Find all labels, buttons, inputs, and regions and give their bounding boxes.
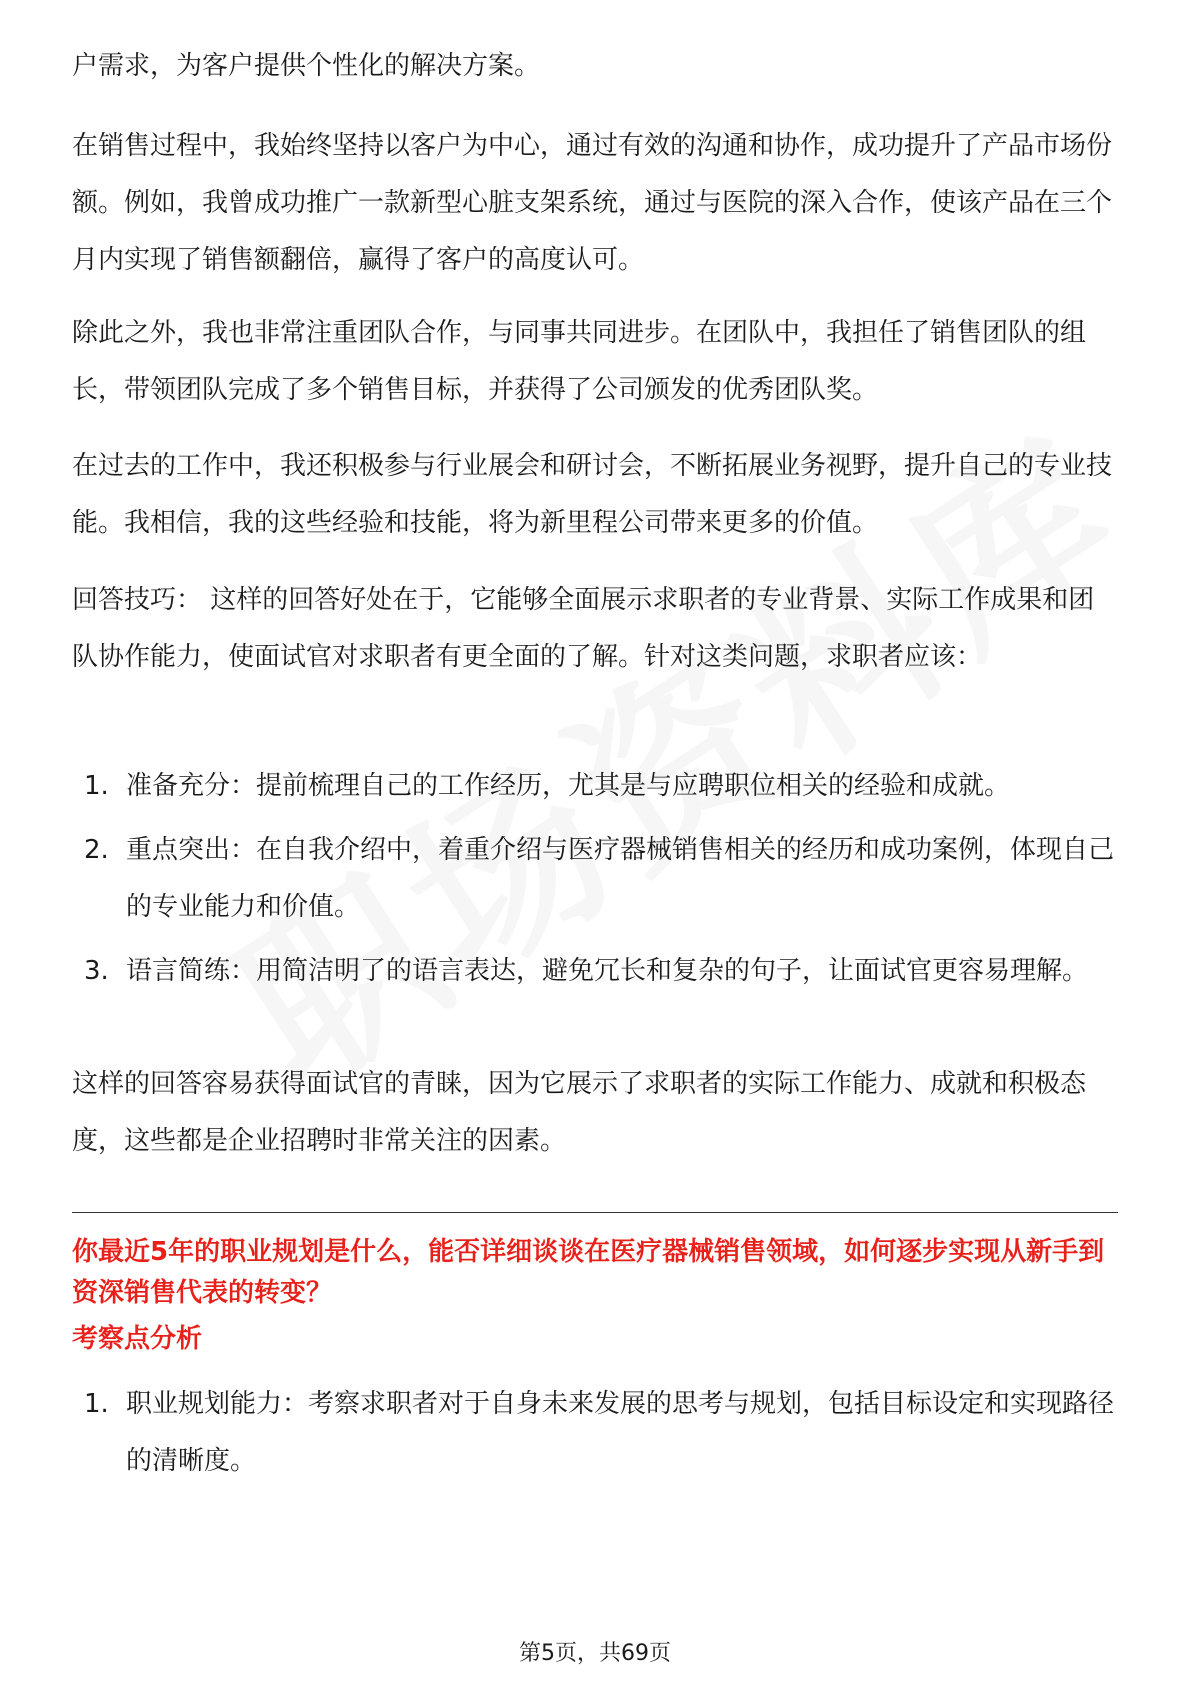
section-divider [72,1212,1118,1213]
list-text: 语言简练：用简洁明了的语言表达，避免冗长和复杂的句子，让面试官更容易理解。 [126,956,1089,986]
paragraph-2: 在销售过程中，我始终坚持以客户为中心，通过有效的沟通和协作，成功提升了产品市场份额。例如，我曾成功推广一款新型心脏支架系统，通过与医院的深入合作，使该产品在三个月内实现了销售额翻倍，赢得了客户的高度认可。 [72,131,1113,275]
list-item [72,943,1118,1000]
analysis-heading: 考察点分析 [72,1324,203,1354]
analysis-list [72,1376,1118,1497]
tips-list [72,758,1118,1007]
list-number: 3. [84,956,109,986]
list-item [72,822,1118,936]
list-number: 1. [84,1389,109,1419]
paragraph-5: 回答技巧： 这样的回答好处在于，它能够全面展示求职者的专业背景、实际工作成果和团队协作能力，使面试官对求职者有更全面的了解。针对这类问题，求职者应该： [72,585,1095,672]
list-item [72,1376,1118,1490]
list-number: 2. [84,835,109,865]
list-text: 职业规划能力：考察求职者对于自身未来发展的思考与规划，包括目标设定和实现路径的清晰度。 [126,1389,1115,1476]
paragraph-4: 在过去的工作中，我还积极参与行业展会和研讨会，不断拓展业务视野，提升自己的专业技能。我相信，我的这些经验和技能，将为新里程公司带来更多的价值。 [72,451,1113,538]
list-text: 重点突出：在自我介绍中，着重介绍与医疗器械销售相关的经历和成功案例，体现自己的专业能力和价值。 [126,835,1115,922]
closing-paragraph: 这样的回答容易获得面试官的青睐，因为它展示了求职者的实际工作能力、成就和积极态度，这些都是企业招聘时非常关注的因素。 [72,1069,1087,1156]
page-footer: 第5页，共69页 [519,1641,671,1666]
paragraph-1: 户需求，为客户提供个性化的解决方案。 [72,51,541,81]
question-heading: 你最近5年的职业规划是什么，能否详细谈谈在医疗器械销售领域，如何逐步实现从新手到资深销售代表的转变？ [72,1237,1105,1308]
list-text: 准备充分：提前梳理自己的工作经历，尤其是与应聘职位相关的经验和成就。 [126,771,1011,801]
list-number: 1. [84,771,109,801]
document-page [72,0,1118,1684]
paragraph-3: 除此之外，我也非常注重团队合作，与同事共同进步。在团队中，我担任了销售团队的组长，带领团队完成了多个销售目标，并获得了公司颁发的优秀团队奖。 [72,318,1087,405]
list-item [72,758,1118,815]
